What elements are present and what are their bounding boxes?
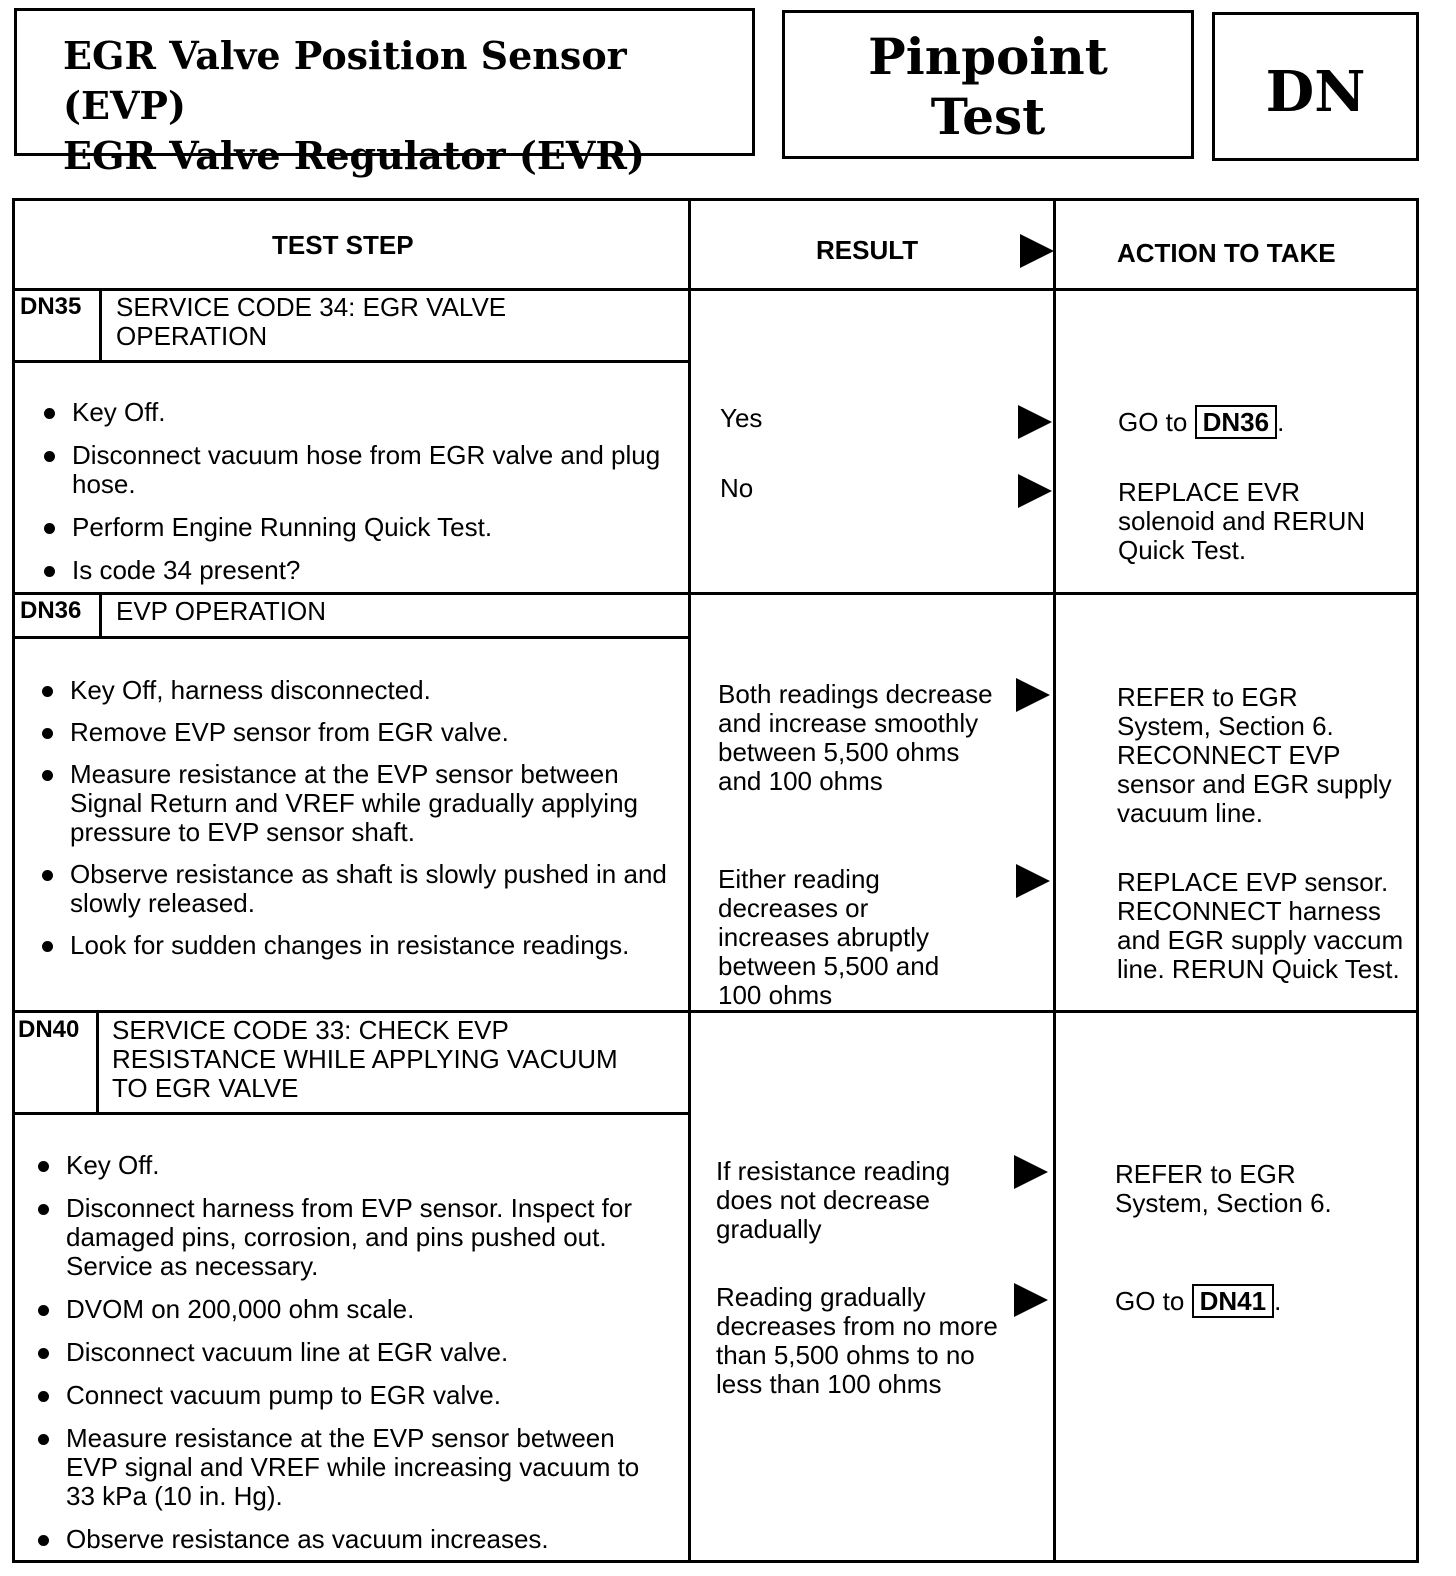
bullet-item: Key Off, harness disconnected.	[38, 676, 668, 705]
step-title-line: RESISTANCE WHILE APPLYING VACUUM	[112, 1044, 618, 1074]
page-title	[63, 31, 752, 181]
bullet-item: Observe resistance as vacuum increases.	[34, 1525, 664, 1554]
column-header-result: RESULT	[816, 235, 919, 265]
divider	[99, 594, 102, 637]
step-title	[116, 293, 506, 351]
action-suffix: .	[1274, 1286, 1282, 1316]
result-text: No	[720, 473, 754, 503]
arrow-right-icon	[1016, 678, 1050, 712]
step-code: DN35	[20, 293, 82, 320]
step-bullets	[38, 676, 668, 960]
bullet-item: Key Off.	[34, 1151, 664, 1180]
divider	[688, 198, 691, 1563]
divider	[12, 636, 689, 639]
test-type-line: Pinpoint	[868, 27, 1108, 86]
step-title	[112, 1016, 618, 1103]
bullet-item: Disconnect harness from EVP sensor. Inspect for damaged pins, corrosion, and pins pushed out. Service as necessary.	[34, 1194, 664, 1281]
bullet-item: Is code 34 present?	[40, 556, 670, 585]
step-reference-link[interactable]: DN41	[1192, 1284, 1274, 1318]
title-line: EGR Valve Regulator (EVR)	[63, 133, 645, 178]
bullet-item: Observe resistance as shaft is slowly pushed in and slowly released.	[38, 860, 668, 918]
step-bullets	[40, 398, 670, 585]
step-bullets	[34, 1151, 664, 1554]
bullet-item: Look for sudden changes in resistance readings.	[38, 931, 668, 960]
step-title-line: SERVICE CODE 34: EGR VALVE	[116, 292, 507, 322]
step-title-line: OPERATION	[116, 321, 268, 351]
bullet-item: Connect vacuum pump to EGR valve.	[34, 1381, 664, 1410]
divider	[12, 592, 1419, 595]
result-text: Either reading decreases or increases abruptly between 5,500 and 100 ohms	[718, 864, 940, 1010]
step-code: DN40	[18, 1016, 80, 1043]
test-code: DN	[1265, 59, 1366, 125]
column-header-action: ACTION TO TAKE	[1117, 238, 1336, 268]
action-suffix: .	[1277, 407, 1285, 437]
title-line: EGR Valve Position Sensor (EVP)	[63, 33, 627, 128]
step-reference-link[interactable]: DN36	[1195, 405, 1277, 439]
result-text: If resistance reading does not decrease gradually	[716, 1156, 951, 1244]
arrow-right-icon	[1014, 1155, 1048, 1189]
bullet-item: Key Off.	[40, 398, 670, 427]
action-text: REFER to EGR System, Section 6. RECONNECT EVP sensor and EGR supply vacuum line.	[1117, 682, 1392, 828]
divider	[96, 1012, 99, 1113]
result-text: Yes	[720, 403, 763, 433]
divider	[99, 290, 102, 361]
bullet-item: Disconnect vacuum hose from EGR valve and plug hose.	[40, 441, 670, 499]
action-prefix: GO to	[1115, 1286, 1185, 1316]
bullet-item: DVOM on 200,000 ohm scale.	[34, 1295, 664, 1324]
divider	[12, 1010, 1419, 1013]
action-text	[1118, 405, 1284, 439]
title-box	[14, 8, 755, 178]
action-text	[1115, 1284, 1281, 1318]
action-text: REFER to EGR System, Section 6.	[1115, 1159, 1332, 1218]
test-type-line: Test	[930, 87, 1046, 146]
result-text: Both readings decrease and increase smoothly between 5,500 ohms and 100 ohms	[718, 679, 993, 796]
result-text: Reading gradually decreases from no more than 5,500 ohms to no less than 100 ohms	[716, 1282, 998, 1399]
arrow-right-icon	[1018, 405, 1052, 439]
divider	[12, 360, 689, 363]
divider	[1053, 198, 1056, 1563]
step-title-line: SERVICE CODE 33: CHECK EVP	[112, 1015, 509, 1045]
arrow-right-icon	[1018, 474, 1052, 508]
bullet-item: Measure resistance at the EVP sensor between EVP signal and VREF while increasing vacuum to 33 kPa (10 in. Hg).	[34, 1424, 664, 1511]
column-header-test-step: TEST STEP	[272, 230, 414, 260]
action-text: REPLACE EVR solenoid and RERUN Quick Test.	[1118, 477, 1366, 565]
step-code: DN36	[20, 597, 82, 624]
divider	[12, 1112, 689, 1115]
arrow-right-icon	[1014, 1283, 1048, 1317]
bullet-item: Remove EVP sensor from EGR valve.	[38, 718, 668, 747]
arrow-right-icon	[1020, 234, 1054, 268]
test-type-box	[782, 10, 1194, 159]
action-text: REPLACE EVP sensor. RECONNECT harness and EGR supply vaccum line. RERUN Quick Test.	[1117, 867, 1404, 984]
bullet-item: Perform Engine Running Quick Test.	[40, 513, 670, 542]
step-title: EVP OPERATION	[116, 596, 326, 626]
arrow-right-icon	[1016, 864, 1050, 898]
bullet-item: Measure resistance at the EVP sensor between Signal Return and VREF while gradually applying pressure to EVP sensor shaft.	[38, 760, 668, 847]
test-type	[785, 27, 1191, 147]
action-prefix: GO to	[1118, 407, 1188, 437]
divider	[12, 288, 1419, 291]
bullet-item: Disconnect vacuum line at EGR valve.	[34, 1338, 664, 1367]
step-title-line: TO EGR VALVE	[112, 1073, 299, 1103]
test-code-box	[1212, 12, 1419, 161]
